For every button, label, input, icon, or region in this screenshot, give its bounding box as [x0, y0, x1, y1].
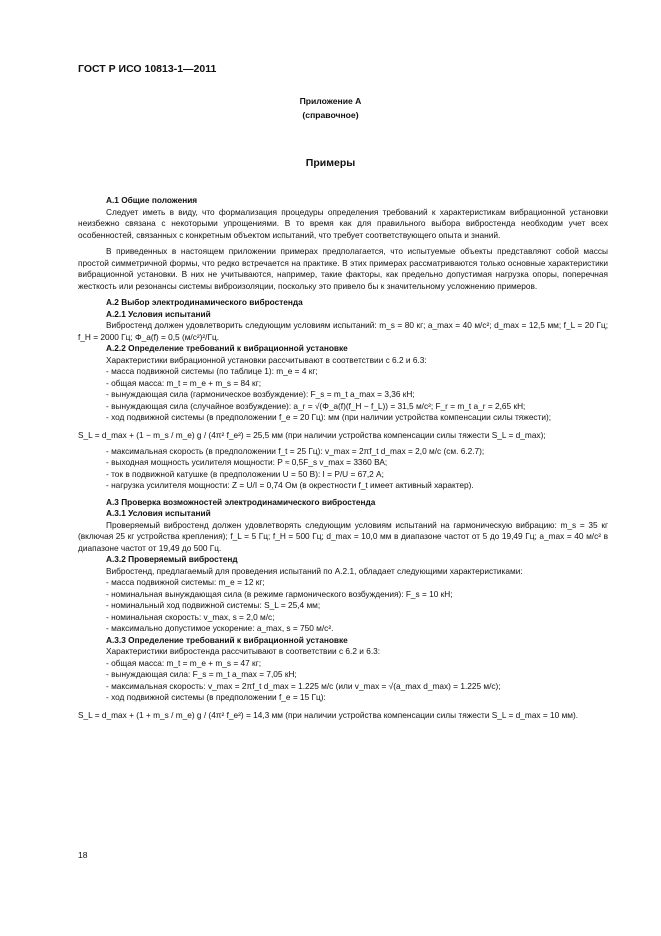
document-body: [78, 190, 608, 726]
a33-intro: Характеристики вибростенда рассчитывают в соответствии с 6.2 и 6.3:: [106, 646, 381, 656]
list-item: - масса подвижной системы (по таблице 1): m_e = 4 кг;: [106, 366, 318, 376]
list-item: - ход подвижной системы (в предположении f_e = 15 Гц):: [106, 692, 326, 702]
a31-heading: А.3.1 Условия испытаний: [106, 508, 211, 518]
a1-paragraph-2: В приведенных в настоящем приложении примерах предполагается, что испытуемые объекты представляют собой массы простой симметричной формы, что редко встречается на практике. В этих примерах рассматриваются только основные характеристики вибрационной установки. В них не учитываются, например, такие факторы, как предельно допустимая нагрузка опоры, поперечная жесткость или резонансы системы виброизоляции, поскольку это привело бы к значительному усложнению примеров.: [78, 246, 608, 291]
a1-paragraph-1: Следует иметь в виду, что формализация процедуры определения требований к характеристикам вибрационной установки неизбежно связана с некоторыми упрощениями. В то время как для правильного выбора вибростенда необходим учет всех особенностей, связанных с конкретным объектом испытаний, что требует соответствующего опыта и знаний.: [78, 206, 608, 240]
list-item: - выходная мощность усилителя мощности: P ≈ 0,5F_s v_max = 3360 ВА;: [106, 457, 388, 467]
annex-title: Приложение А: [299, 96, 362, 106]
list-item: - вынуждающая сила (случайное возбуждение): a_r = √(Φ_a(f)(f_H − f_L)) = 31,5 м/с²; F_r = m_t a_r = 2,65 кН;: [106, 400, 526, 411]
a22-heading: А.2.2 Определение требований к вибрационной установке: [106, 343, 348, 353]
list-item: - номинальная скорость: v_max, s = 2,0 м/с;: [106, 611, 275, 622]
list-item: - нагрузка усилителя мощности: Z = U/I = 0,74 Ом (в окрестности f_t имеет активный характер).: [106, 480, 474, 490]
section-title: Примеры: [305, 157, 356, 169]
a3-heading: А.3 Проверка возможностей электродинамического вибростенда: [106, 496, 376, 507]
a1-heading: А.1 Общие положения: [106, 195, 198, 205]
a33-heading: А.3.3 Определение требований к вибрационной установке: [106, 634, 348, 645]
list-item: - максимальная скорость (в предположении f_t = 25 Гц): v_max = 2πf_t d_max = 2,0 м/с (см. 6.2.7);: [106, 445, 485, 456]
a2-heading: А.2 Выбор электродинамического вибростенда: [106, 297, 303, 307]
a33-formula: S_L = d_max + (1 + m_s / m_e) g / (4π² f_e²) = 14,3 мм (при наличии устройства компенсации силы тяжести S_L = d_max = 10 мм).: [78, 709, 579, 720]
page-number: 18: [78, 850, 88, 860]
list-item: - вынуждающая сила: F_s = m_t a_max = 7,05 кН;: [106, 669, 297, 679]
document-header: ГОСТ Р ИСО 10813-1—2011: [78, 63, 217, 75]
a32-heading: А.3.2 Проверяемый вибростенд: [106, 554, 238, 564]
a32-intro: Вибростенд, предлагаемый для проведения испытаний по А.2.1, обладает следующими характеристиками:: [106, 565, 523, 576]
a22-formula: S_L = d_max + (1 − m_s / m_e) g / (4π² f_e²) = 25,5 мм (при наличии устройства компенсации силы тяжести S_L = d_max);: [78, 429, 546, 440]
list-item: - номинальная вынуждающая сила (в режиме гармонического возбуждения): F_s = 10 кН;: [106, 588, 453, 599]
list-item: - вынуждающая сила (гармоническое возбуждение): F_s = m_t a_max = 3,36 кН;: [106, 389, 415, 399]
a22-intro: Характеристики вибрационной установки рассчитывают в соответствии с 6.2 и 6.3:: [106, 354, 427, 365]
a31-text: Проверяемый вибростенд должен удовлетворять следующим условиям испытаний на гармоническую вибрацию: m_s = 35 кг (включая 25 кг устройства крепления); f_L = 5 Гц; f_H = 500 Гц; d_max = 10,0 мм в диапазоне частот от 5 до 19,49 Гц; a_max = 40 м/с² в диапазоне частот от 19,49 до 500 Гц.: [78, 519, 608, 553]
list-item: - ход подвижной системы (в предположении f_e = 20 Гц): мм (при наличии устройства компенсации силы тяжести);: [106, 412, 552, 422]
list-item: - общая масса: m_t = m_e + m_s = 47 кг;: [106, 657, 262, 668]
annex-subtitle: (справочное): [302, 110, 359, 120]
list-item: - максимальная скорость: v_max = 2πf_t d_max = 1.225 м/с (или v_max = √(a_max d_max) = 1.225 м/с);: [106, 680, 501, 691]
list-item: - ток в подвижной катушке (в предположении U = 50 В): I = P/U = 67,2 А;: [106, 468, 384, 479]
a21-text: Вибростенд должен удовлетворить следующим условиям испытаний: m_s = 80 кг; a_max = 40 м/с²; d_max = 12,5 мм; f_L = 20 Гц; f_H = 2000 Гц; Φ_a(f) = 0,5 (м/с²)²/Гц.: [78, 320, 608, 342]
list-item: - масса подвижной системы: m_e = 12 кг;: [106, 577, 265, 587]
list-item: - номинальный ход подвижной системы: S_L = 25,4 мм;: [106, 600, 321, 610]
list-item: - максимально допустимое ускорение: a_max, s = 750 м/с².: [106, 623, 334, 633]
list-item: - общая масса: m_t = m_e + m_s = 84 кг;: [106, 377, 262, 388]
a21-heading: А.2.1 Условия испытаний: [106, 308, 211, 319]
